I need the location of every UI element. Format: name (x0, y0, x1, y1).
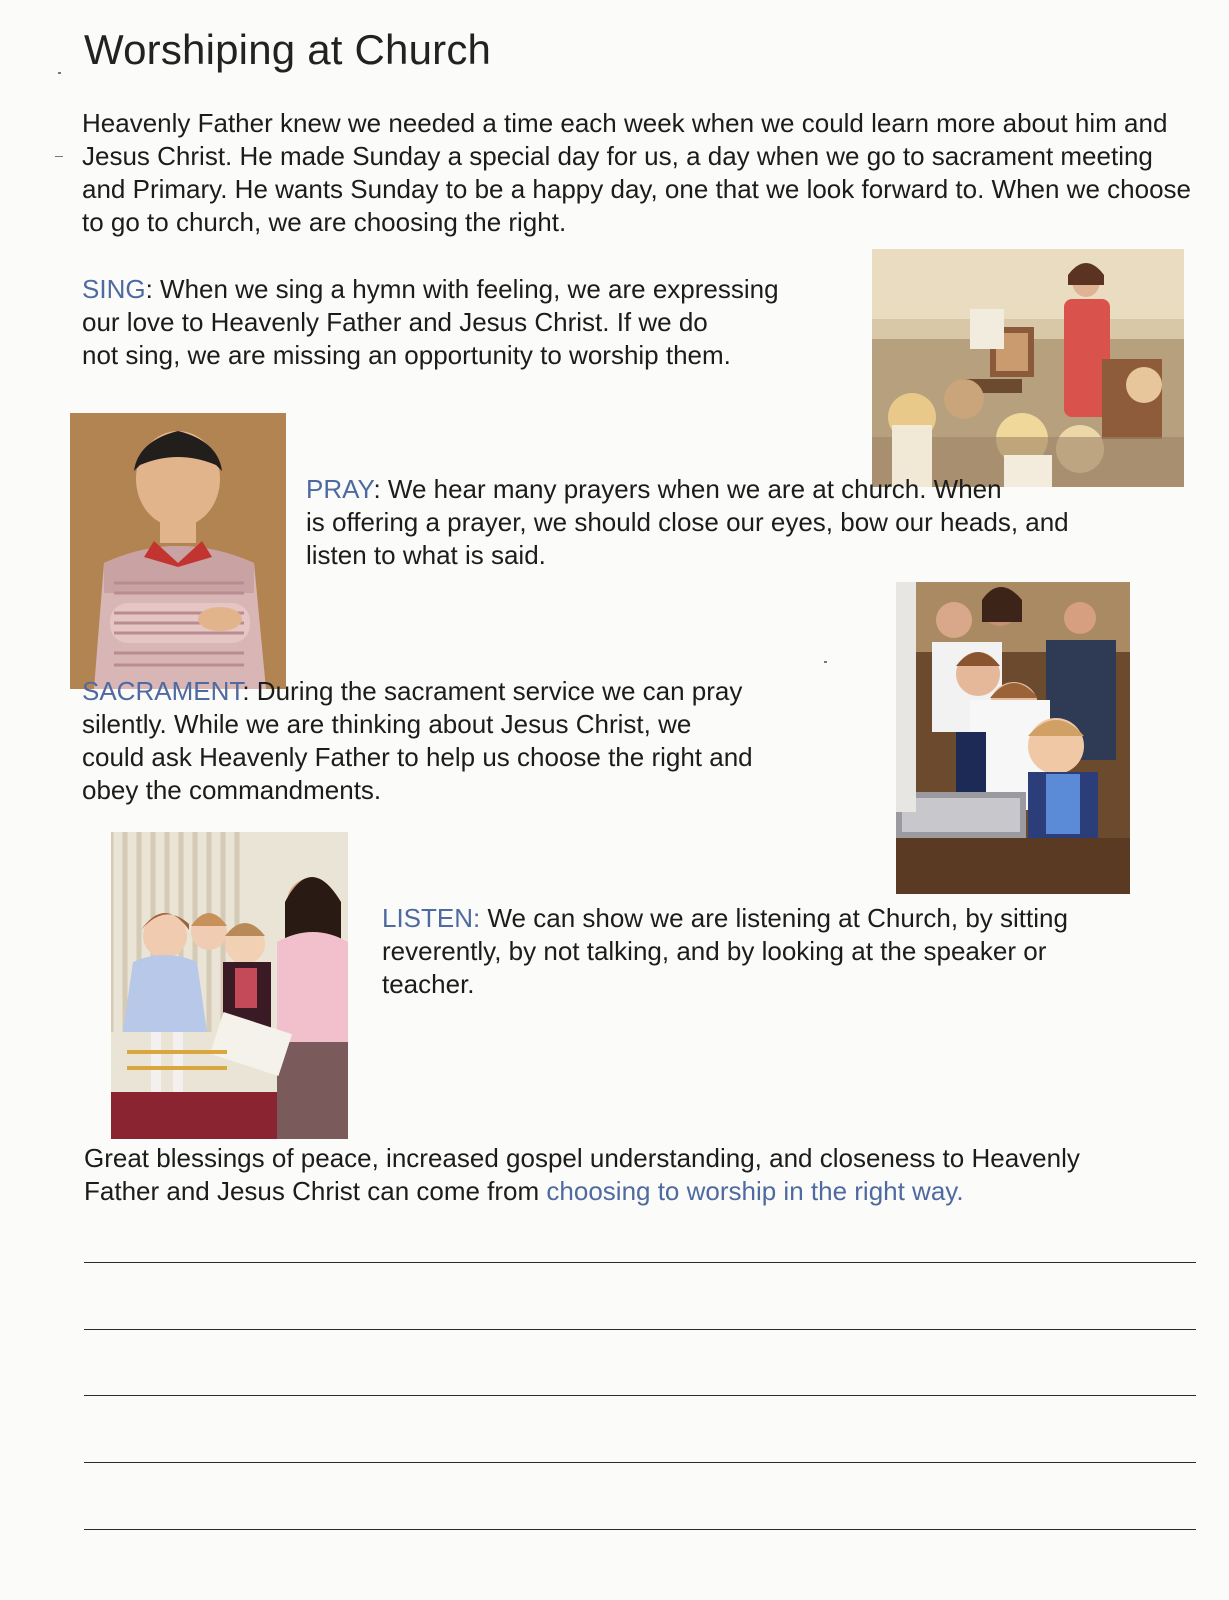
writing-line[interactable] (84, 1462, 1196, 1463)
listening-children-photo (111, 832, 348, 1139)
singing-class-photo (872, 249, 1184, 487)
sing-line-3: not sing, we are missing an opportunity to worship them. (82, 340, 731, 370)
pray-line-3: listen to what is said. (306, 540, 546, 570)
scan-speck (58, 72, 61, 74)
sacrament-line-1 (82, 675, 882, 708)
pray-text-1: : We hear many prayers when we are at church. When (373, 474, 1002, 504)
sacrament-section (82, 675, 882, 807)
sacrament-line-4: obey the commandments. (82, 775, 382, 805)
intro-paragraph: Heavenly Father knew we needed a time each week when we could learn more about him and Jesus Christ. He made Sunday a special day for us, a day when we go to sacrament meeting and Primary. He wants Sunday to be a happy day, one that we look forward to. When we choose to go to church, we are choosing the right. (82, 108, 1191, 237)
page-title: Worshiping at Church (84, 26, 492, 73)
conclusion-line-2 (84, 1175, 1204, 1208)
listen-line-2: reverently, by not talking, and by looking at the speaker or (382, 936, 1047, 966)
listen-line-1 (382, 902, 1182, 935)
sing-text-1: : When we sing a hymn with feeling, we are expressing (145, 274, 779, 304)
scan-speck (55, 156, 63, 157)
conclusion-line-1: Great blessings of peace, increased gospel understanding, and closeness to Heavenly (84, 1143, 1080, 1173)
conclusion-paragraph (84, 1142, 1204, 1208)
scan-speck (824, 661, 827, 663)
sacrament-text-1: : During the sacrament service we can pray (242, 676, 743, 706)
sacrament-line-3: could ask Heavenly Father to help us choose the right and (82, 742, 753, 772)
listen-text-1: We can show we are listening at Church, by sitting (480, 903, 1068, 933)
conclusion-text-2: Father and Jesus Christ can come from (84, 1176, 547, 1206)
sing-line-1 (82, 273, 862, 306)
sacrament-line-2: silently. While we are thinking about Jesus Christ, we (82, 709, 692, 739)
pray-keyword: PRAY (306, 474, 374, 504)
sing-keyword: SING (82, 274, 146, 304)
pray-line-2: is offering a prayer, we should close our eyes, bow our heads, and (306, 507, 1069, 537)
praying-boy-photo (70, 413, 286, 689)
writing-line[interactable] (84, 1529, 1196, 1530)
listen-keyword: LISTEN: (382, 903, 481, 933)
writing-line[interactable] (84, 1395, 1196, 1396)
writing-line[interactable] (84, 1262, 1196, 1263)
writing-line[interactable] (84, 1329, 1196, 1330)
conclusion-highlight: choosing to worship in the right way. (546, 1176, 964, 1206)
sacrament-family-photo (896, 582, 1130, 894)
listen-line-3: teacher. (382, 969, 475, 999)
sing-section (82, 273, 862, 372)
pray-section (306, 473, 1166, 572)
listen-section (382, 902, 1182, 1001)
sing-line-2: our love to Heavenly Father and Jesus Christ. If we do (82, 307, 708, 337)
pray-line-1 (306, 473, 1166, 506)
sacrament-keyword: SACRAMENT (82, 676, 243, 706)
